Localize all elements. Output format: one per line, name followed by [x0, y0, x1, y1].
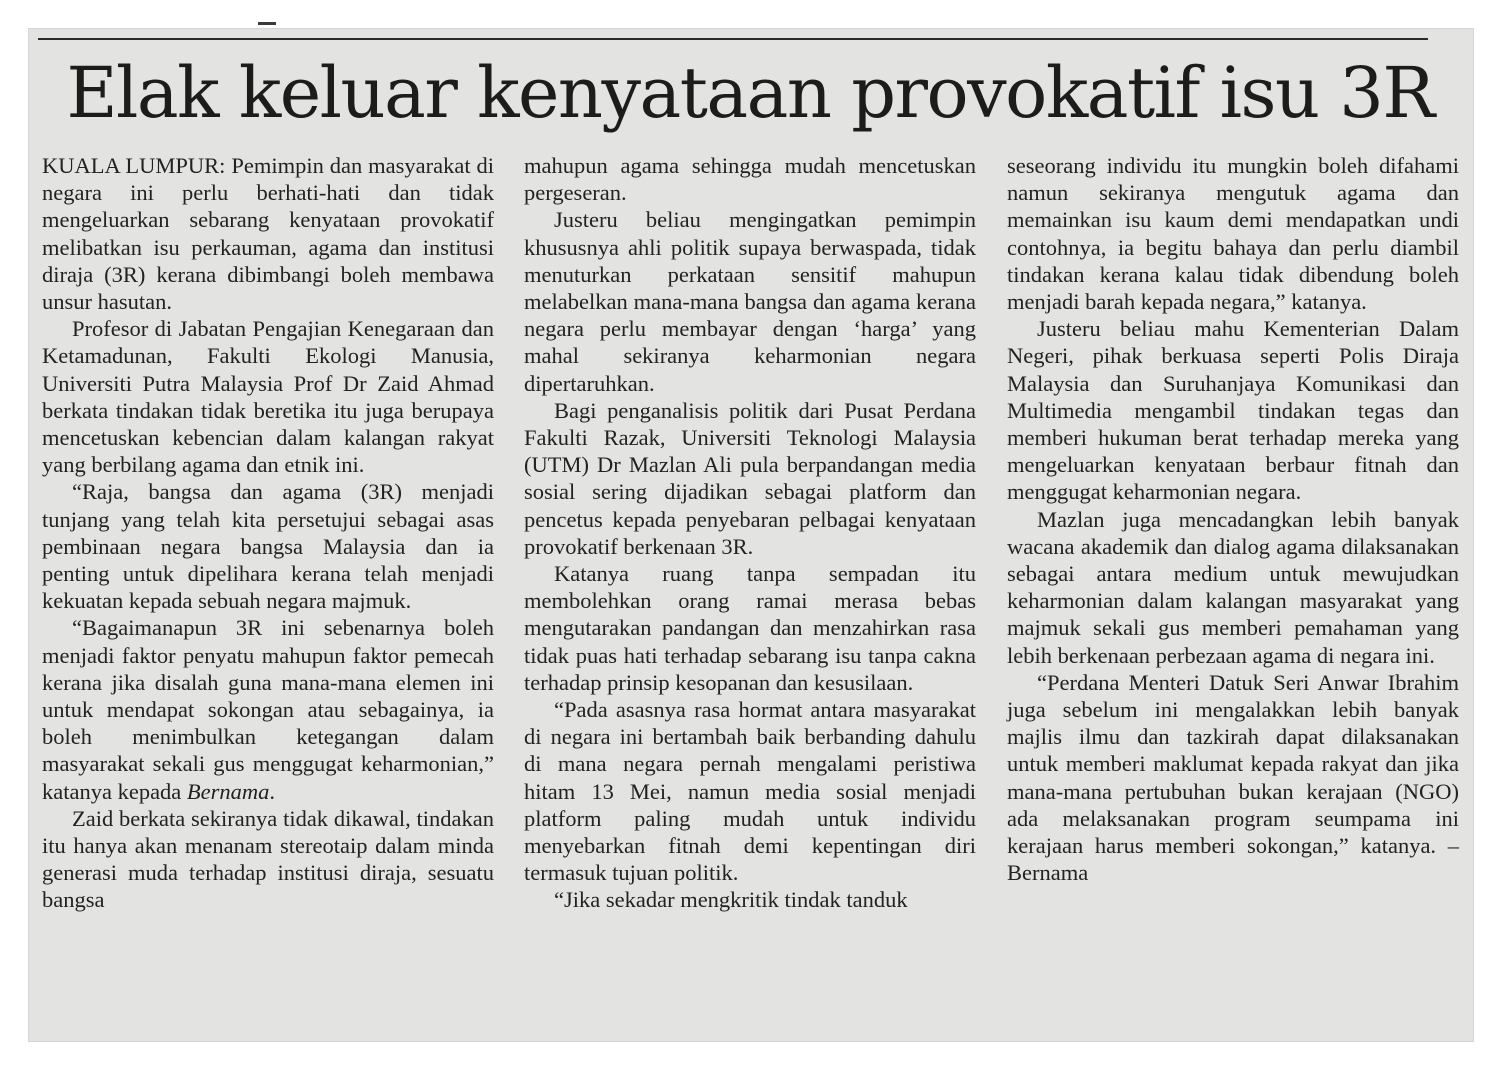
- paragraph: Justeru beliau mahu Kementerian Dalam Negeri, pihak berkuasa seperti Polis Diraja Malaysia dan Suruhanjaya Komunikasi dan Multimedia mengambil tindakan tegas dan memberi hukuman berat terhadap mereka yang mengeluarkan kenyataan berbaur fitnah dan menggugat keharmonian negara.: [1007, 316, 1459, 505]
- paragraph-end: .: [269, 778, 276, 804]
- headline: Elak keluar kenyataan provokatif isu 3R: [66, 52, 1434, 134]
- news-agency-name: Bernama: [186, 778, 270, 804]
- paragraph: seseorang individu itu mungkin boleh difahami namun sekiranya mengutuk agama dan memainkan isu kaum demi mendapatkan undi contohnya, ia begitu bahaya dan perlu diambil tindakan kerana kalau tidak dibendung boleh menjadi barah kepada negara,” katanya.: [1007, 153, 1459, 315]
- paragraph: Katanya ruang tanpa sempadan itu membolehkan orang ramai merasa bebas mengutarakan pandangan dan menzahirkan rasa tidak puas hati terhadap sebarang isu tanpa cakna terhadap prinsip kesopanan dan kesusilaan.: [524, 561, 976, 695]
- article-column-2: [524, 152, 976, 914]
- dateline: KUALA LUMPUR:: [42, 153, 226, 178]
- article-column-1: [42, 152, 494, 914]
- paragraph-text: “Bagaimanapun 3R ini sebenarnya boleh menjadi faktor penyatu mahupun faktor pemecah kerana jika disalah guna mana-mana elemen ini untuk mendapat sokongan atau sebagainya, ia boleh menimbulkan ketegangan dalam masyarakat sekali gus menggugat keharmonian,” katanya kepada: [42, 615, 494, 804]
- top-rule: [38, 38, 1428, 40]
- paragraph: “Pada asasnya rasa hormat antara masyarakat di negara ini bertambah baik berbanding dahulu di mana negara pernah mengalami peristiwa hitam 13 Mei, namun media sosial menjadi platform paling mudah untuk individu menyebarkan fitnah demi kepentingan diri termasuk tujuan politik.: [524, 697, 976, 886]
- paragraph: Mazlan juga mencadangkan lebih banyak wacana akademik dan dialog agama dilaksanakan sebagai antara medium untuk mewujudkan keharmonian dalam kalangan masyarakat yang majmuk sekali gus memberi pemahaman yang lebih berkenaan perbezaan agama di negara ini.: [1007, 506, 1459, 668]
- paragraph: Justeru beliau mengingatkan pemimpin khususnya ahli politik supaya berwaspada, tidak menuturkan perkataan sensitif mahupun melabelkan mana-mana bangsa dan agama kerana negara perlu membayar dengan ‘harga’ yang mahal sekiranya keharmonian negara dipertaruhkan.: [524, 207, 976, 396]
- paragraph: Zaid berkata sekiranya tidak dikawal, tindakan itu hanya akan menanam stereotaip dalam minda generasi muda terhadap institusi diraja, sesuatu bangsa: [42, 805, 494, 913]
- paragraph: Profesor di Jabatan Pengajian Kenegaraan dan Ketamadunan, Fakulti Ekologi Manusia, Universiti Putra Malaysia Prof Dr Zaid Ahmad berkata tindakan tidak beretika itu juga berupaya mencetuskan kebencian dalam kalangan rakyat yang berbilang agama dan etnik ini.: [42, 316, 494, 478]
- paragraph: [42, 152, 494, 315]
- paragraph: [42, 614, 494, 804]
- paragraph: “Perdana Menteri Datuk Seri Anwar Ibrahim juga sebelum ini mengalakkan lebih banyak majlis ilmu dan tazkirah dapat dilaksanakan untuk memberi maklumat kepada rakyat dan jika mana-mana pertubuhan bukan kerajaan (NGO) ada melaksanakan program seumpama ini kerajaan harus memberi sokongan,” katanya. – Bernama: [1007, 669, 1459, 886]
- article-column-3: [1007, 152, 1459, 886]
- paragraph: Bagi penganalisis politik dari Pusat Perdana Fakulti Razak, Universiti Teknologi Malaysia (UTM) Dr Mazlan Ali pula berpandangan media sosial sering dijadikan sebagai platform dan pencetus kepada penyebaran pelbagai kenyataan provokatif berkenaan 3R.: [524, 397, 976, 559]
- paragraph: mahupun agama sehingga mudah mencetuskan pergeseran.: [524, 153, 976, 206]
- clipping-edge-mark: [258, 22, 276, 25]
- paragraph-text: Pemimpin dan masyarakat di negara ini perlu berhati-hati dan tidak mengeluarkan sebarang kenyataan provokatif melibatkan isu perkauman, agama dan institusi diraja (3R) kerana dibimbangi boleh membawa unsur hasutan.: [42, 153, 494, 315]
- paragraph: “Jika sekadar mengkritik tindak tanduk: [554, 887, 908, 913]
- paragraph: “Raja, bangsa dan agama (3R) menjadi tunjang yang telah kita persetujui sebagai asas pembinaan negara bangsa Malaysia dan ia penting untuk dipelihara kerana telah menjadi kekuatan kepada sebuah negara majmuk.: [42, 479, 494, 614]
